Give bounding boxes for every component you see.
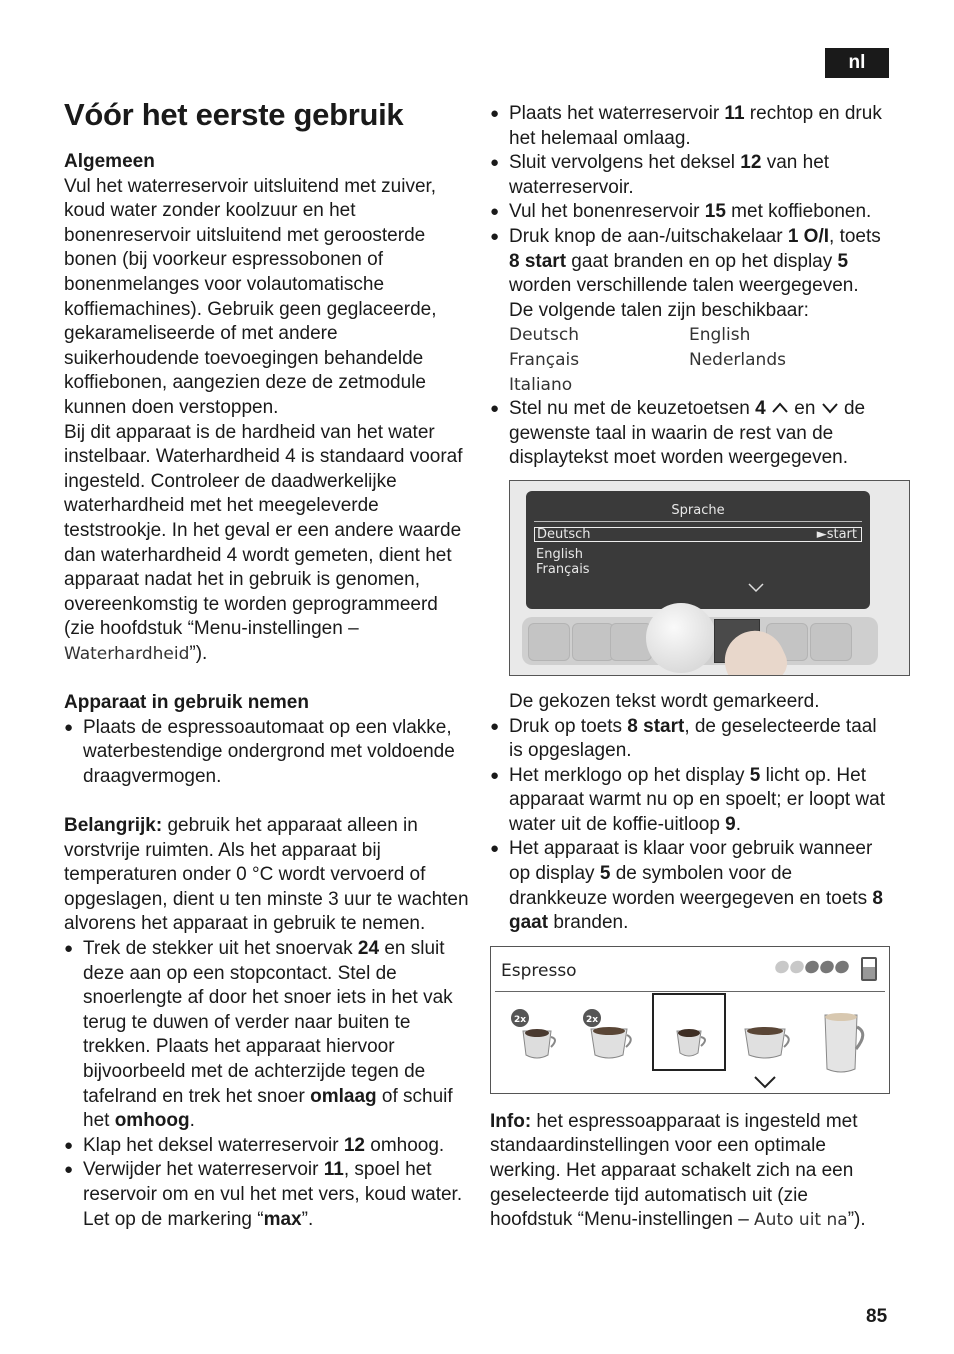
marked-note: De gekozen tekst wordt gemarkeerd.	[509, 690, 820, 712]
selected-row	[534, 527, 862, 542]
page-number: 85	[866, 1306, 888, 1327]
languages-table	[490, 323, 895, 397]
left-column	[64, 150, 469, 1232]
list-item: ● Het apparaat is klaar voor gebruik wanneer op display 5 de symbolen voor de drankkeuze worden weergegeven en toets 8 gaat branden.	[490, 837, 895, 935]
right-column	[490, 102, 895, 1233]
list-item: ● Verwijder het waterreservoir 11, spoel het reservoir om en vul het met vers, koud water. Let op de markering “max”.	[64, 1158, 469, 1232]
panel-button[interactable]	[572, 623, 614, 661]
list-item: ● Stel nu met de keuzetoetsen 4 en de gewenste taal in waarin de rest van de displaytekst moet worden weergegeven.	[490, 397, 895, 471]
svg-text:2x: 2x	[513, 1014, 527, 1025]
general-paragraph-2: Bij dit apparaat is de hardheid van het water instelbaar. Waterhardheid 4 is standaard vooraf ingesteld. Controleer de daadwerkelijke waterhardheid met het meegeleverde teststrookje. In het geval er een andere waarde dan waterhardheid 4 wordt gemeten, dient het apparaat nadat het in gebruik is genomen, overeenkomstig te worden geprogrammeerd (zie hoofdstuk “Menu-instellingen – Waterhardheid”).	[64, 421, 463, 664]
language-item: Deutsch	[509, 325, 579, 346]
display-row: English	[536, 546, 583, 562]
water-tank-icon	[861, 957, 877, 981]
rotary-knob[interactable]	[646, 603, 716, 673]
language-item: Italiano	[509, 374, 573, 395]
list-item: ● Plaats de espressoautomaat op een vlakke, waterbestendige ondergrond met voldoende draagvermogen.	[64, 716, 469, 790]
chevron-up-icon	[771, 401, 789, 415]
chevron-down-icon	[753, 1075, 777, 1089]
display-row: Français	[536, 561, 590, 577]
display-screen	[526, 491, 870, 609]
general-paragraph-1: Vul het waterreservoir uitsluitend met zuiver, koud water zonder koolzuur en het bonenreservoir uitsluitend met geroosterde bonen (bij voorkeur espressobonen of bonenmelanges voor volautomatische koffiemachines). Gebruik geen geglaceerde, gekarameliseerde of met andere suikerhoudende toevoegingen behandelde koffiebonen, aangezien deze de zetmodule kunnen doen verstoppen.	[64, 175, 437, 418]
espresso-icon[interactable]	[659, 1009, 719, 1069]
language-item: Français	[509, 349, 580, 370]
steps-list-3	[490, 715, 895, 936]
steps-list-2	[490, 397, 895, 471]
important-note: Belangrijk: gebruik het apparaat alleen in vorstvrije ruimten. Als het apparaat bij temperaturen onder 0 °C wordt vervoerd of opgeslagen, dient u ten minste 3 uur te wachten alvorens het apparaat in gebruik te nemen.	[64, 815, 469, 935]
start-label: ►start	[816, 526, 857, 542]
list-item: ● Vul het bonenreservoir 15 met koffiebonen.	[490, 200, 895, 225]
list-item: ● Plaats het waterreservoir 11 rechtop en druk het helemaal omlaag.	[490, 102, 895, 151]
list-item: ● Trek de stekker uit het snoervak 24 en sluit deze aan op een stopcontact. Stel de snoerlengte af door het snoer iets in het vak terug te duwen of verder naar buiten te trekken. Plaats het apparaat hiervoor bijvoorbeeld met de achterzijde tegen de tafelrand en trek het snoer omlaag of schuif het omhoog.	[64, 937, 469, 1134]
language-item: Nederlands	[689, 349, 786, 370]
info-note: Info: het espressoapparaat is ingesteld met standaardinstellingen voor een optimale werking. Het apparaat schakelt zich na een geselecteerde tijd automatisch uit (zie hoofdstuk “Menu-instellingen – Auto uit na”).	[490, 1110, 866, 1231]
page-title: Vóór het eerste gebruik	[64, 97, 404, 132]
setup-list-2	[64, 937, 469, 1232]
display-drink-figure	[490, 946, 890, 1094]
list-item: ● Klap het deksel waterreservoir 12 omhoog.	[64, 1134, 469, 1159]
double-coffee-icon	[579, 1009, 639, 1069]
list-item: ● Sluit vervolgens het deksel 12 van het waterreservoir.	[490, 151, 895, 200]
chevron-down-icon	[748, 583, 764, 593]
list-item: ● Het merklogo op het display 5 licht op. Het apparaat warmt nu op en spoelt; er loopt wat water uit de koffie-uitloop 9.	[490, 764, 895, 838]
drink-label: Espresso	[501, 960, 577, 981]
strength-icon	[775, 961, 849, 973]
display-title: Sprache	[671, 502, 725, 518]
languages-intro: De volgende talen zijn beschikbaar:	[509, 299, 809, 321]
setup-list	[64, 716, 469, 790]
large-coffee-icon[interactable]	[811, 1009, 871, 1077]
setup-heading: Apparaat in gebruik nemen	[64, 692, 309, 714]
chevron-down-icon	[821, 401, 839, 415]
svg-text:2x: 2x	[585, 1014, 599, 1025]
list-item: ● Druk op toets 8 start, de geselecteerde taal is opgeslagen.	[490, 715, 895, 764]
general-heading: Algemeen	[64, 151, 155, 172]
double-espresso-icon	[507, 1009, 567, 1069]
steps-list	[490, 102, 895, 299]
panel-button[interactable]	[528, 623, 570, 661]
display-row: Deutsch	[537, 526, 591, 542]
display-language-figure	[509, 480, 910, 676]
list-item: ● Druk knop de aan-/uitschakelaar 1 O/I, toets 8 start gaat branden en op het display 5 worden verschillende talen weergegeven.	[490, 225, 895, 299]
language-item: English	[689, 325, 751, 346]
coffee-icon[interactable]	[735, 1009, 795, 1069]
language-badge: nl	[825, 48, 889, 78]
panel-button[interactable]	[810, 623, 852, 661]
